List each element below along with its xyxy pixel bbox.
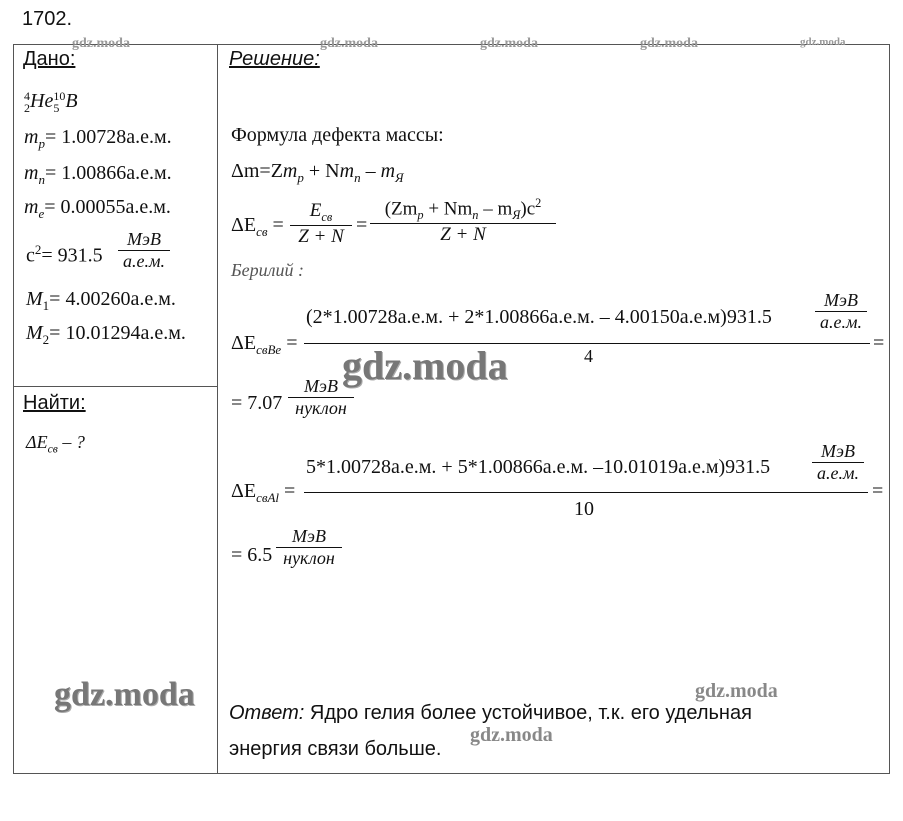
table-divider <box>217 44 218 774</box>
he-mass-number: 4 <box>24 89 30 104</box>
watermark: gdz.moda <box>320 36 378 51</box>
find-header: Найти: <box>23 392 86 414</box>
al-denominator: 10 <box>574 498 594 520</box>
given-mn: $m_n= 1.00866а.е.м$. <box>24 162 172 187</box>
given-header: Дано: <box>23 48 76 70</box>
table-left-border <box>13 44 14 774</box>
watermark: gdz.moda <box>480 36 538 51</box>
be-numerator: (2*1.00728а.е.м. + 2*1.00866а.е.м. – 4.00150а.е.м)931.5 <box>306 306 772 328</box>
problem-number: 1702. <box>22 8 73 30</box>
al-lhs: $\Delta E_{свAl}$ = <box>231 480 296 505</box>
given-nuclides <box>24 90 78 114</box>
b-mass-number: 10 <box>53 89 66 104</box>
he-symbol: He <box>30 90 54 112</box>
watermark: gdz.moda <box>695 680 778 702</box>
b-atomic-number: 5 <box>53 101 60 116</box>
mass-defect-formula: $\Delta m=Zm_p + Nm_n - m_Я$ <box>231 160 404 185</box>
answer-line-1 <box>229 702 752 725</box>
al-unit: МэВ а.е.м. <box>812 441 864 484</box>
watermark: gdz.moda <box>54 676 195 713</box>
al-result: = 6.5 <box>231 544 273 566</box>
watermark: gdz.moda <box>800 36 846 48</box>
answer-label: Ответ: <box>229 702 305 724</box>
table-bottom-border <box>13 773 890 774</box>
given-find-divider <box>13 386 218 387</box>
be-result-unit: МэВ нуклон <box>288 376 354 419</box>
al-trailing-eq: = <box>872 480 884 502</box>
binding-eq-2: = <box>356 214 368 236</box>
find-item: $\Delta E_{св}$ – ? <box>26 432 85 456</box>
table-right-border <box>889 44 890 774</box>
table-top-border <box>13 44 890 45</box>
binding-lhs: $\Delta E_{св}$ = <box>231 214 284 239</box>
given-c2: $c^2= 931.5$ <box>26 242 103 267</box>
formula-title: Формула дефекта массы: <box>231 124 444 146</box>
binding-frac-1: $E_{св}$ Z + N <box>290 200 352 248</box>
be-result: = 7.07 <box>231 392 283 414</box>
solution-header: Решение: <box>229 48 320 70</box>
be-denominator: 4 <box>584 346 593 366</box>
al-numerator: 5*1.00728а.е.м. + 5*1.00866а.е.м. –10.01019а.е.м)931.5 <box>306 456 771 478</box>
watermark: gdz.moda <box>342 343 508 388</box>
given-M1: $M_1= 4.00260а.е.м$. <box>26 288 176 313</box>
be-lhs: $\Delta E_{свBe}$ = <box>231 332 298 357</box>
given-M2: $M_2= 10.01294а.е.м$. <box>26 322 186 347</box>
given-mp: $m_p= 1.00728а.е.м$. <box>24 126 172 151</box>
beryllium-label: Берилий : <box>231 260 304 280</box>
given-me: $m_e= 0.00055а.е.м$. <box>24 196 171 221</box>
al-result-unit: МэВ нуклон <box>276 526 342 569</box>
answer-line-2: энергия связи больше. <box>229 738 442 760</box>
given-c2-unit: МэВ а.е.м. <box>118 229 170 272</box>
he-atomic-number: 2 <box>24 101 30 116</box>
answer-text-1: Ядро гелия более устойчивое, т.к. его удельная <box>304 702 752 724</box>
be-trailing-eq: = <box>873 332 885 354</box>
b-symbol: B <box>65 90 78 112</box>
watermark: gdz.moda <box>72 36 130 51</box>
binding-frac-2: $(Zm_p + Nm_n - m_Я)c^2$ Z + N <box>370 196 556 246</box>
be-unit: МэВ а.е.м. <box>815 290 867 333</box>
al-fraction-bar <box>304 492 868 493</box>
watermark: gdz.moda <box>470 724 553 746</box>
watermark: gdz.moda <box>640 36 698 51</box>
